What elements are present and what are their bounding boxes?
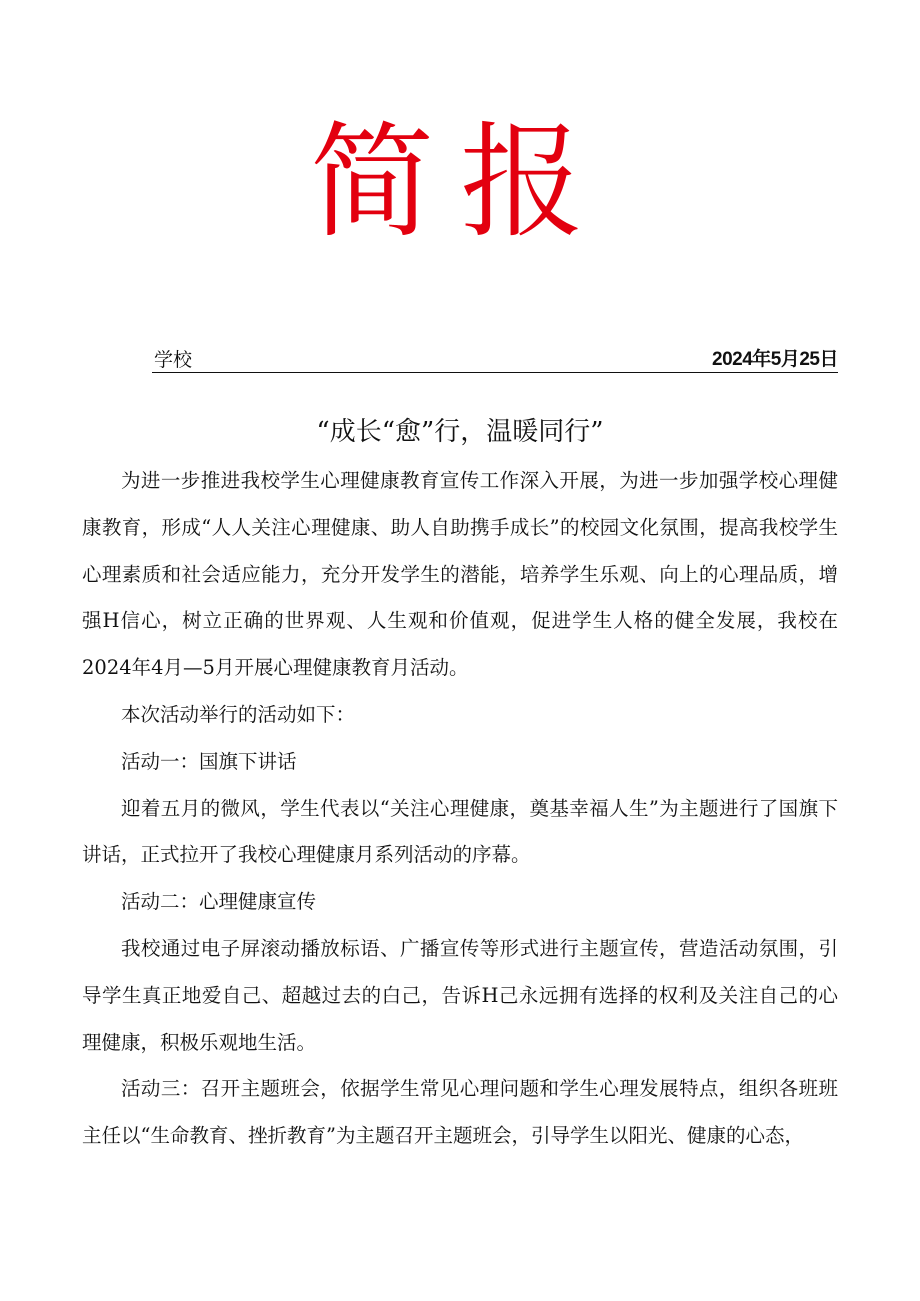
paragraph-activity-one-heading: 活动一：国旗下讲话	[121, 749, 297, 773]
paragraph-activities-intro: 本次活动举行的活动如下：	[121, 702, 356, 726]
paragraph-activity-two-heading: 活动二：心理健康宣传	[121, 890, 317, 914]
report-date: 2024年5月25日	[712, 349, 838, 370]
article-title: “成长“愈”行，温暖同行”	[316, 417, 604, 447]
article-body	[82, 458, 838, 1160]
paragraph-activity-three: 活动三：召开主题班会，依据学生常见心理问题和学生心理发展特点，组织各班班主任以“生命教育、挫折教育”为主题召开主题班会，引导学生以阳光、健康的心态，	[82, 1077, 838, 1148]
paragraph-activity-one-body: 迎着五月的微风，学生代表以“关注心理健康，奠基幸福人生”为主题进行了国旗下讲话，正式拉开了我校心理健康月系列活动的序幕。	[82, 796, 838, 867]
info-line	[152, 346, 838, 373]
school-label: 学校	[154, 349, 193, 371]
paragraph-intro: 为进一步推进我校学生心理健康教育宣传工作深入开展，为进一步加强学校心理健康教育，形成“人人关注心理健康、助人自助携手成长”的校园文化氛围，提高我校学生心理素质和社会适应能力，充分开发学生的潜能，培养学生乐观、向上的心理品质，增强H信心，树立正确的世界观、人生观和价值观，促进学生人格的健全发展，我校在2024年4月—5月开展心理健康教育月活动。	[82, 469, 838, 680]
paragraph-activity-two-body: 我校通过电子屏滚动播放标语、广播宣传等形式进行主题宣传，营造活动氛围，引导学生真正地爱自己、超越过去的白己，告诉H己永远拥有选择的权利及关注自己的心理健康，积极乐观地生活。	[82, 936, 838, 1054]
masthead-title: 简报	[309, 111, 610, 255]
